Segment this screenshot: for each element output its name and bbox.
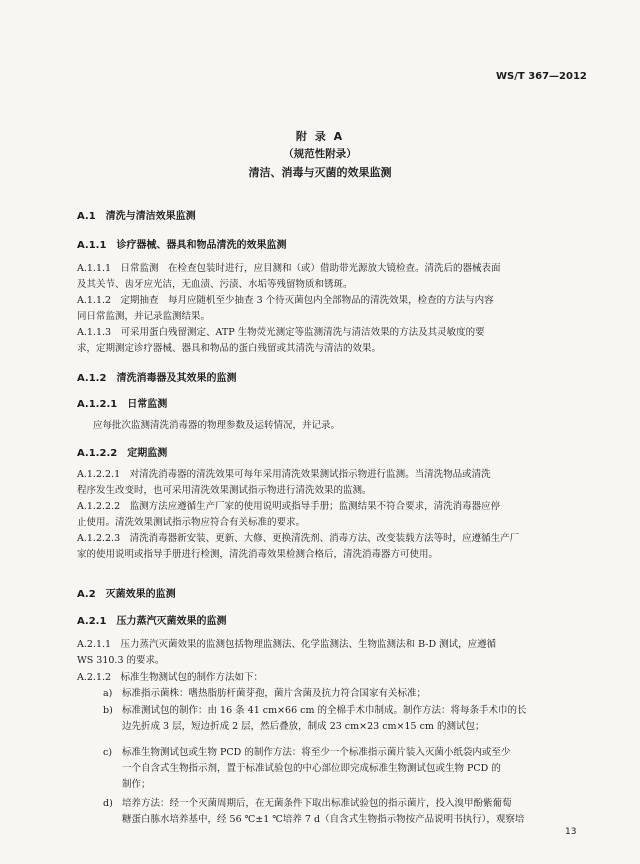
paragraph-line: 程序发生改变时，也可采用清洗效果测试指示物进行清洗效果的监测。 <box>77 485 372 496</box>
list-item-text: 培养方法：经一个灭菌周期后，在无菌条件下取出标准试验包的指示菌片，投入溴甲酚紫葡萄 <box>122 798 512 809</box>
list-marker: c) <box>103 747 113 758</box>
section-heading: A.1.2.2 定期监测 <box>77 448 168 459</box>
appendix-type: （规范性附录） <box>283 148 357 160</box>
appendix-name: 清洁、消毒与灭菌的效果监测 <box>248 166 392 179</box>
paragraph-line: 求，定期测定诊疗器械、器具和物品的蛋白残留或其清洗与清洁的效果。 <box>77 343 382 354</box>
section-heading: A.1.2 清洗消毒器及其效果的监测 <box>77 373 237 384</box>
paragraph-line: A.1.1.1 日常监测 在检查包装时进行，应目测和（或）借助带光源放大镜检查。清洗后的器械表面 <box>77 263 501 274</box>
paragraph-line: 应每批次监测清洗消毒器的物理参数及运转情况，并记录。 <box>93 420 341 431</box>
section-heading: A.1.2.1 日常监测 <box>77 399 168 410</box>
list-item-text: 标准生物测试包或生物 PCD 的制作方法：将至少一个标准指示菌片装入灭菌小纸袋内或至少 <box>122 747 511 758</box>
paragraph-line: 及其关节、齿牙应光洁，无血渍、污渍、水垢等残留物质和锈斑。 <box>77 279 353 290</box>
section-heading: A.2.1 压力蒸汽灭菌效果的监测 <box>77 616 227 627</box>
paragraph-line: A.1.2.2.1 对清洗消毒器的清洗效果可每年采用清洗效果测试指示物进行监测。当清洗物品或清洗 <box>77 469 491 480</box>
paragraph-line: A.1.1.2 定期抽查 每月应随机至少抽查 3 个待灭菌包内全部物品的清洗效果，检查的方法与内容 <box>77 295 494 306</box>
list-marker: d) <box>103 798 113 809</box>
list-item-text: 标准测试包的制作：由 16 条 41 cm×66 cm 的全棉手术巾制成。制作方法：将每条手术巾的长 <box>122 705 527 716</box>
list-marker: b) <box>103 705 113 716</box>
paragraph-line: WS 310.3 的要求。 <box>77 655 165 666</box>
paragraph-line: A.1.1.3 可采用蛋白残留测定、ATP 生物荧光测定等监测清洗与清洁效果的方法及其灵敏度的要 <box>77 327 485 338</box>
list-item-text: 制作； <box>122 779 151 790</box>
page-number: 13 <box>565 827 577 837</box>
paragraph-line: 止使用。清洗效果测试指示物应符合有关标准的要求。 <box>77 517 306 528</box>
appendix-title: 附 录 A <box>295 130 345 143</box>
list-item-text: 糖蛋白胨水培养基中，经 56 ℃±1 ℃培养 7 d（自含式生物指示物按产品说明书执行），观察培 <box>122 814 525 825</box>
section-heading: A.1 清洗与清洁效果监测 <box>77 211 196 222</box>
paragraph-line: 家的使用说明或指导手册进行检测，清洗消毒效果检测合格后，清洗消毒器方可使用。 <box>77 549 439 560</box>
paragraph-line: A.1.2.2.3 清洗消毒器新安装、更新、大修、更换清洗剂、消毒方法、改变装载方法等时，应遵循生产厂 <box>77 533 520 544</box>
list-item-text: 标准指示菌株：嗜热脂肪杆菌芽孢，菌片含菌及抗力符合国家有关标准； <box>122 688 427 699</box>
section-heading: A.2 灭菌效果的监测 <box>77 589 176 600</box>
paragraph-line: 同日常监测，并记录监测结果。 <box>77 311 211 322</box>
standard-number: WS/T 367—2012 <box>496 71 587 82</box>
paragraph-line: A.2.1.2 标准生物测试包的制作方法如下： <box>77 672 264 683</box>
paragraph-line: A.1.2.2.2 监测方法应遵循生产厂家的使用说明或指导手册；监测结果不符合要求，清洗消毒器应停 <box>77 501 501 512</box>
section-heading: A.1.1 诊疗器械、器具和物品清洗的效果监测 <box>77 240 287 251</box>
list-marker: a) <box>103 688 113 699</box>
paragraph-line: A.2.1.1 压力蒸汽灭菌效果的监测包括物理监测法、化学监测法、生物监测法和 B-D 测试，应遵循 <box>77 639 497 650</box>
list-item-text: 一个自含式生物指示剂，置于标准试验包的中心部位即完成标准生物测试包或生物 PCD 的 <box>122 763 501 774</box>
list-item-text: 边先折成 3 层，短边折成 2 层，然后叠放，制成 23 cm×23 cm×15 cm 的测试包； <box>122 721 485 732</box>
